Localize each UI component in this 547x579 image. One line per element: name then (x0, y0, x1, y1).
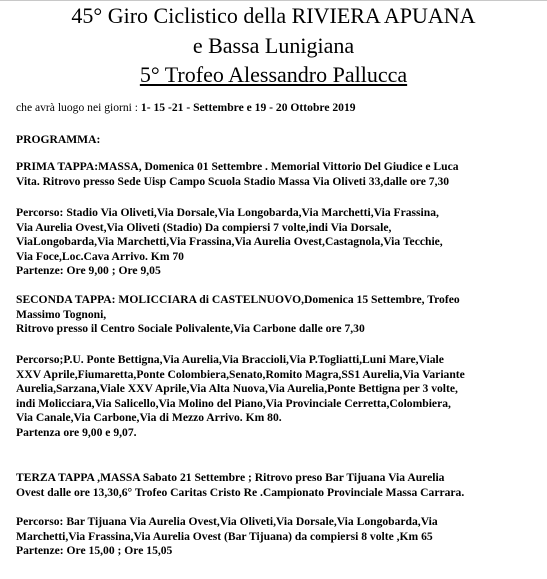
text-line: PRIMA TAPPA:MASSA, Domenica 01 Settembre . Memorial Vittorio Del Giudice e Luca (16, 160, 459, 173)
text-line: Percorso: Bar Tijuana Via Aurelia Ovest,Via Oliveti,Via Dorsale,Via Longobarda,Via (16, 515, 438, 528)
text-line: Via Canale,Via Carbone,Via di Mezzo Arrivo. Km 80. (16, 411, 282, 425)
text-line: Via Foce,Loc.Cava Arrivo. Km 70 (16, 249, 184, 263)
percorso-3-section (16, 515, 532, 559)
text-line: Partenze: Ore 9,00 ; Ore 9,05 (16, 264, 161, 278)
event-title: 45° Giro Ciclistico della RIVIERA APUANA (71, 3, 476, 28)
text-line: Vita. Ritrovo presso Sede Uisp Campo Scuola Stadio Massa Via Oliveti 33,dalle ore 7,30 (16, 174, 450, 188)
text-line: Partenza ore 9,00 e 9,07. (16, 425, 137, 439)
text-line: ViaLongobarda,Via Marchetti,Via Frassina,Via Aurelia Ovest,Castagnola,Via Tecchie, (16, 235, 443, 249)
text-line: Aurelia,Sarzana,Viale XXV Aprile,Via Alta Nuova,Via Aurelia,Ponte Bettigna per 3 volte, (16, 382, 458, 396)
text-line: Partenze: Ore 15,00 ; Ore 15,05 (16, 544, 173, 558)
text-line: Via Aurelia Ovest,Via Oliveti (Stadio) Da compiersi 7 volte,indi Via Dorsale, (16, 220, 392, 234)
event-dates-value: 1- 15 -21 - Settembre e 19 - 20 Ottobre 2019 (140, 101, 356, 114)
text-line: Massimo Tognoni, (16, 307, 107, 321)
trophy-title: 5° Trofeo Alessandro Pallucca (139, 62, 408, 87)
text-line: SECONDA TAPPA: MOLICCIARA di CASTELNUOVO,Domenica 15 Settembre, Trofeo (16, 293, 460, 306)
text-line: TERZA TAPPA ,MASSA Sabato 21 Settembre ; Ritrovo preso Bar Tijuana Via Aurelia (16, 471, 445, 484)
event-subtitle: e Bassa Lunigiana (192, 33, 355, 58)
percorso-1-section (16, 206, 532, 279)
text-line: Ovest dalle ore 13,30,6° Trofeo Caritas Cristo Re .Campionato Provinciale Massa Carrara. (16, 485, 465, 499)
text-line: Percorso: Stadio Via Oliveti,Via Dorsale,Via Longobarda,Via Marchetti,Via Frassina, (16, 206, 439, 219)
text-line: indi Molicciara,Via Salicello,Via Molino del Piano,Via Provinciale Cerretta,Colombiera, (16, 396, 451, 410)
prima-tappa-section (16, 160, 532, 189)
seconda-tappa-section (16, 293, 532, 337)
event-dates (16, 101, 532, 116)
percorso-2-section (16, 353, 532, 441)
text-line: Ritrovo presso il Centro Sociale Polivalente,Via Carbone dalle ore 7,30 (16, 322, 365, 336)
text-line: Percorso;P.U. Ponte Bettigna,Via Aurelia,Via Braccioli,Via P.Togliatti,Luni Mare,Viale (16, 353, 444, 366)
terza-tappa-section (16, 471, 532, 500)
event-dates-lead: che avrà luogo nei giorni : (16, 101, 141, 114)
top-border (0, 0, 547, 1)
programma-heading: PROGRAMMA: (16, 133, 101, 146)
text-line: Marchetti,Via Frassina,Via Aurelia Ovest (Bar Tijuana) da compiersi 8 volte ,Km 65 (16, 529, 433, 543)
text-line: XXV Aprile,Fiumaretta,Ponte Colombiera,Senato,Romito Magra,SS1 Aurelia,Via Variante (16, 367, 465, 381)
